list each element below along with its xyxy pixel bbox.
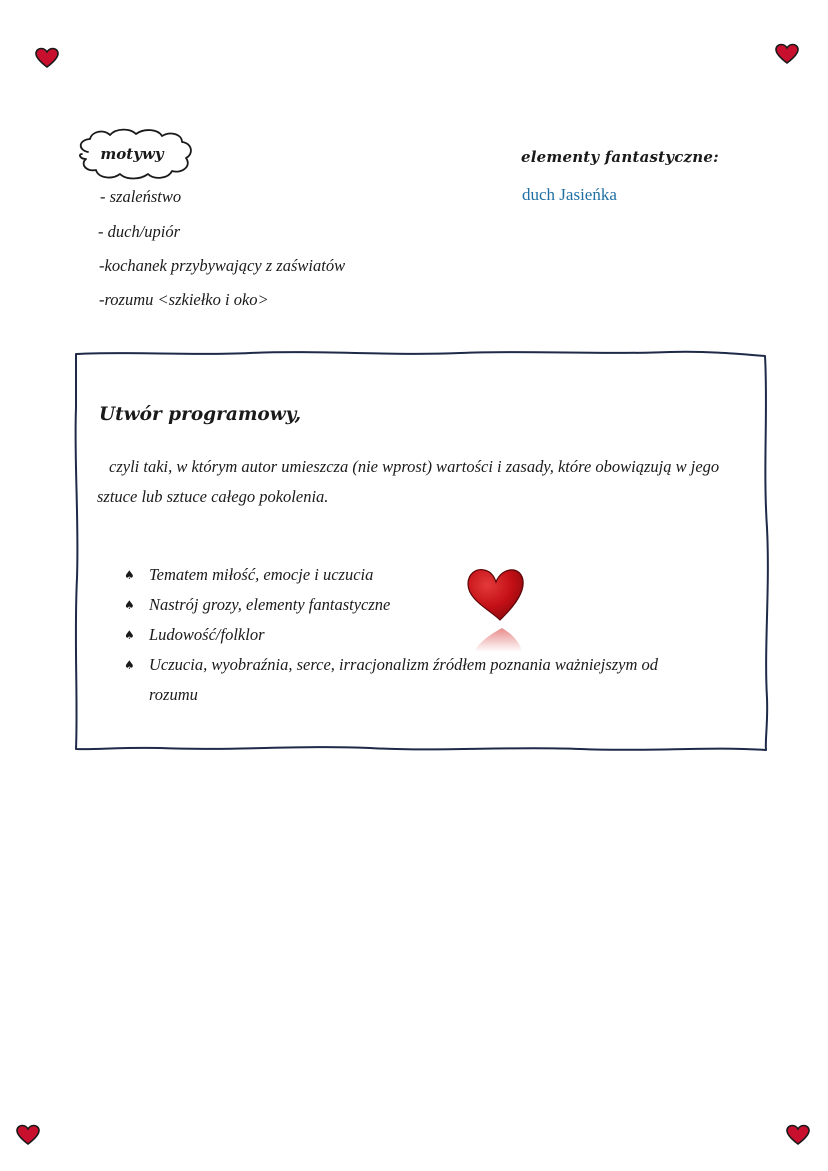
bullet-item <box>124 560 704 590</box>
heart-icon <box>775 43 799 65</box>
spade-icon: ♠ <box>124 568 135 582</box>
bullet-text: Ludowość/folklor <box>149 625 265 644</box>
motif-item: -rozumu <szkiełko i oko> <box>99 290 269 309</box>
heart-reflection-icon <box>462 566 528 660</box>
bullet-item <box>124 590 704 620</box>
fantastic-value: duch Jasieńka <box>522 185 617 204</box>
program-description: czyli taki, w którym autor umieszcza (nie wprost) wartości i zasady, które obowiązują w jego sztuce lub sztuce całego pokolenia. <box>97 457 720 506</box>
motif-item: -kochanek przybywający z zaświatów <box>99 256 346 275</box>
heart-icon <box>16 1124 40 1146</box>
fantastic-heading: elementy fantastyczne: <box>521 148 719 166</box>
program-bullet-list <box>124 560 704 710</box>
bullet-text: Nastrój grozy, elementy fantastyczne <box>149 595 391 614</box>
program-title: Utwór programowy, <box>99 404 302 425</box>
motif-item: - duch/upiór <box>98 222 181 241</box>
bullet-item <box>124 650 704 710</box>
bullet-text: Uczucia, wyobraźnia, serce, irracjonalizm źródłem poznania ważniejszym od rozumu <box>149 655 659 704</box>
bullet-text: Tematem miłość, emocje i uczucia <box>149 565 374 584</box>
motif-item: - szaleństwo <box>100 187 182 206</box>
spade-icon: ♠ <box>124 628 135 642</box>
heart-icon <box>35 47 59 69</box>
heart-icon <box>786 1124 810 1146</box>
motifs-heading: motywy <box>100 145 164 163</box>
spade-icon: ♠ <box>124 658 135 672</box>
bullet-item <box>124 620 704 650</box>
spade-icon: ♠ <box>124 598 135 612</box>
